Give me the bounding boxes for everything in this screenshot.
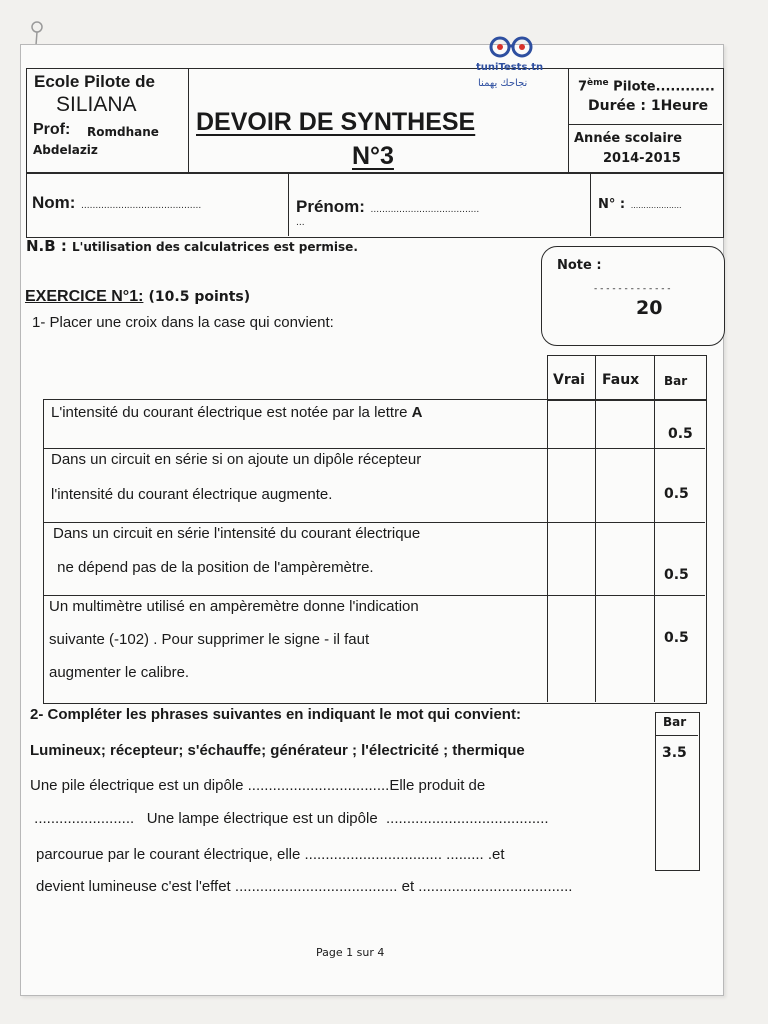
q2-bar-label: Bar xyxy=(663,715,687,729)
prof-label: Prof: xyxy=(33,121,71,138)
identity-divider-2 xyxy=(590,172,591,236)
fill-sentence-2[interactable]: ........................ Une lampe électrique est un dipôle ....................................... xyxy=(30,810,549,827)
staple-pin-icon xyxy=(28,20,46,46)
school-year-value: 2014-2015 xyxy=(603,151,681,166)
q2-bar-divider xyxy=(655,735,698,736)
prenom-field[interactable] xyxy=(296,197,479,217)
statement-2-line2: l'intensité du courant électrique augmente. xyxy=(51,486,333,503)
statement-3-line2: ne dépend pas de la position de l'ampèremètre. xyxy=(53,559,374,576)
nb-label: N.B : xyxy=(26,237,67,255)
exam-number: N°3 xyxy=(352,142,394,170)
question-2: 2- Compléter les phrases suivantes en indiquant le mot qui convient: xyxy=(30,706,521,723)
faux-checkbox-2[interactable] xyxy=(597,450,652,520)
exercise-1-heading xyxy=(25,286,250,306)
statement-2-line1: Dans un circuit en série si on ajoute un dipôle récepteur xyxy=(51,451,422,468)
school-city: SILIANA xyxy=(56,93,137,116)
bar-3: 0.5 xyxy=(664,567,689,583)
number-field[interactable] xyxy=(598,193,682,212)
header-divider-right-h xyxy=(568,124,722,125)
class-number: 7 xyxy=(578,79,588,95)
statement-1 xyxy=(51,404,422,421)
header-divider-right xyxy=(568,68,569,172)
vrai-checkbox-4[interactable] xyxy=(549,597,593,700)
prenom-label: Prénom: xyxy=(296,197,365,216)
vrai-checkbox-3[interactable] xyxy=(549,524,593,593)
nb-text: L'utilisation des calculatrices est permise. xyxy=(72,240,358,254)
school-name: Ecole Pilote de xyxy=(34,72,155,91)
page-number: Page 1 sur 4 xyxy=(316,946,385,959)
prenom-dots-2: ... xyxy=(296,218,305,228)
word-bank: Lumineux; récepteur; s'échauffe; générateur ; l'électricité ; thermique xyxy=(30,742,525,759)
class-sup: ème xyxy=(587,78,609,88)
nom-dots: .......................................... xyxy=(81,201,202,211)
vrai-checkbox-2[interactable] xyxy=(549,450,593,520)
statement-3-line1: Dans un circuit en série l'intensité du courant électrique xyxy=(53,525,421,542)
fill-sentence-4[interactable]: devient lumineuse c'est l'effet ....................................... et ..................................... xyxy=(36,878,573,895)
tunitests-logo xyxy=(470,34,560,100)
header-faux: Faux xyxy=(602,372,640,388)
statement-4-line3: augmenter le calibre. xyxy=(49,664,190,681)
q2-bar-value: 3.5 xyxy=(662,745,687,761)
statement-1-text: L'intensité du courant électrique est notée par la lettre xyxy=(51,404,408,421)
fill-sentence-3[interactable]: parcourue par le courant électrique, elle ................................. ......... .et xyxy=(36,846,505,863)
exercise-1-title: EXERCICE N°1: xyxy=(25,288,144,305)
header-vrai: Vrai xyxy=(553,372,585,388)
prof-name-last: Abdelaziz xyxy=(33,143,98,157)
nom-field[interactable] xyxy=(32,193,201,213)
note-total: 20 xyxy=(636,297,663,319)
question-1: 1- Placer une croix dans la case qui convient: xyxy=(32,314,334,331)
class-label xyxy=(578,78,715,94)
bar-2: 0.5 xyxy=(664,486,689,502)
bar-4: 0.5 xyxy=(664,630,689,646)
header-divider-left xyxy=(188,68,189,172)
prenom-dots: ...................................... xyxy=(370,205,480,215)
note-label: Note : xyxy=(557,258,602,273)
nb-note xyxy=(26,236,358,255)
vrai-checkbox-1[interactable] xyxy=(549,401,593,446)
table-header-div-1 xyxy=(595,355,596,399)
prof-name-first: Romdhane xyxy=(87,125,159,139)
duration: Durée : 1Heure xyxy=(588,98,709,114)
number-label: N° : xyxy=(598,197,626,212)
faux-checkbox-3[interactable] xyxy=(597,524,652,593)
school-year-label: Année scolaire xyxy=(574,131,683,146)
class-name: Pilote............ xyxy=(613,79,715,95)
faux-checkbox-1[interactable] xyxy=(597,401,652,446)
identity-divider-1 xyxy=(288,172,289,236)
statement-4-line2: suivante (-102) . Pour supprimer le signe - il faut xyxy=(49,631,370,648)
header-bar: Bar xyxy=(664,374,688,388)
statement-1-bold: A xyxy=(411,404,423,421)
statement-4-line1: Un multimètre utilisé en ampèremètre donne l'indication xyxy=(49,598,419,615)
col-div-bar xyxy=(654,399,655,702)
logo-brand-text: tuniTests.tn xyxy=(476,62,544,73)
exercise-1-points: (10.5 points) xyxy=(148,289,251,305)
number-dots: .................... xyxy=(630,201,682,210)
note-dashes: - - - - - - - - - - - - - xyxy=(594,284,671,294)
logo-arabic-text: نجاحك يهمنا xyxy=(478,78,528,89)
nom-label: Nom: xyxy=(32,193,76,212)
faux-checkbox-4[interactable] xyxy=(597,597,652,700)
fill-sentence-1[interactable]: Une pile électrique est un dipôle ..................................Elle produit de xyxy=(30,777,486,794)
logo-glasses-icon xyxy=(482,34,542,60)
table-header-div-2 xyxy=(654,355,655,399)
bar-1: 0.5 xyxy=(668,426,693,442)
exam-title: DEVOIR DE SYNTHESE xyxy=(196,108,476,136)
